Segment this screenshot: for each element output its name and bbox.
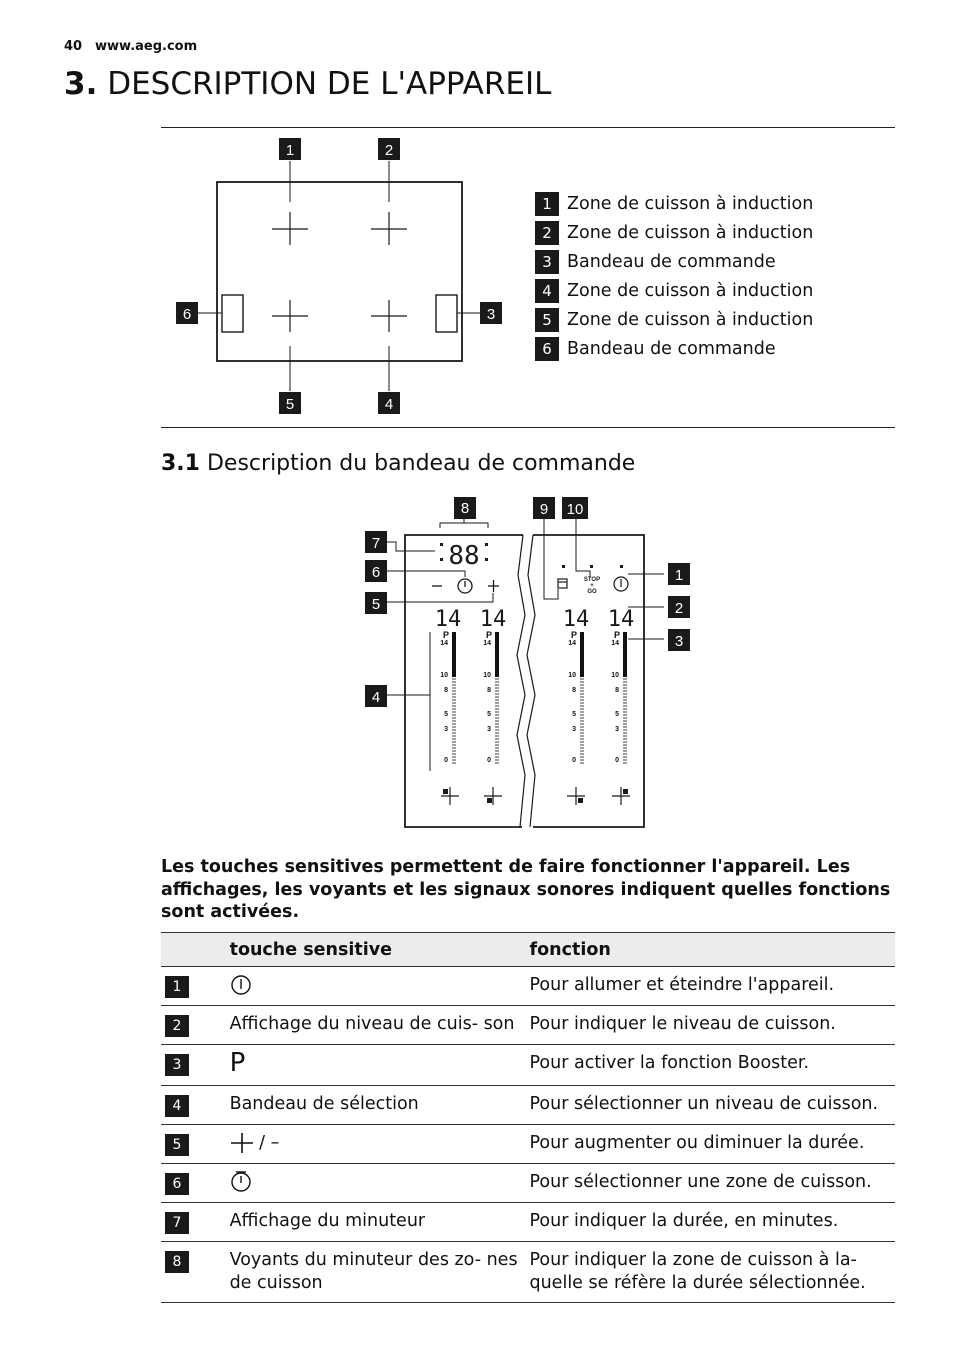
legend-number: 3 <box>535 250 559 274</box>
legend-number: 2 <box>535 221 559 245</box>
table-row <box>161 1045 895 1086</box>
timer-icon <box>230 1171 252 1193</box>
scale-label: 0 <box>444 757 448 764</box>
scale-bar <box>623 632 627 677</box>
power-icon <box>230 974 252 996</box>
svg-text:3: 3 <box>486 306 496 323</box>
row-key: Affichage du niveau de cuis- son <box>229 1014 515 1034</box>
scale-label: 5 <box>444 711 448 718</box>
svg-text:6: 6 <box>371 564 381 581</box>
scale-label: 14 <box>611 640 619 647</box>
subsection-number: 3.1 <box>161 451 200 476</box>
scale-label: 8 <box>487 687 491 694</box>
header-key: touche sensitive <box>229 939 393 960</box>
svg-text:4: 4 <box>384 396 394 413</box>
svg-text:5: 5 <box>285 396 295 413</box>
scale-label: 3 <box>444 726 448 733</box>
scale-label: 14 <box>483 640 491 647</box>
table-header-row <box>161 933 895 967</box>
zone-markers <box>441 787 630 805</box>
booster-label: P <box>570 630 578 640</box>
legend-number: 4 <box>535 279 559 303</box>
legend-number: 6 <box>535 337 559 361</box>
legend-item <box>535 250 776 274</box>
control-panel-right <box>436 295 457 332</box>
row-function: Pour sélectionner une zone de cuisson. <box>529 1172 872 1192</box>
section-title-text: DESCRIPTION DE L'APPAREIL <box>107 66 552 102</box>
svg-text:10: 10 <box>566 501 584 518</box>
section-title <box>64 66 551 102</box>
scale-label: 10 <box>483 672 491 679</box>
divider <box>161 127 895 128</box>
row-function: Pour allumer et éteindre l'appareil. <box>529 975 835 995</box>
row-number: 7 <box>165 1212 189 1234</box>
row-key: Voyants du minuteur des zo- nes de cuisson <box>229 1250 518 1293</box>
svg-text:6: 6 <box>182 306 192 323</box>
booster-label: P <box>613 630 621 640</box>
divider <box>161 427 895 428</box>
zone-display: 14 <box>562 607 590 632</box>
subsection-title-text: Description du bandeau de commande <box>206 451 636 476</box>
legend-label: Zone de cuisson à induction <box>567 194 814 214</box>
scale-label: 0 <box>487 757 491 764</box>
scale-label: 0 <box>572 757 576 764</box>
table-row <box>161 1006 895 1045</box>
legend-label: Bandeau de commande <box>567 252 776 272</box>
scale-label: 10 <box>611 672 619 679</box>
scale-bar <box>452 632 456 677</box>
power-level-scales <box>440 630 627 764</box>
legend-item <box>535 308 813 332</box>
legend-label: Zone de cuisson à induction <box>567 223 814 243</box>
table-row <box>161 1164 895 1203</box>
row-number: 1 <box>165 976 189 998</box>
svg-text:3: 3 <box>674 633 684 650</box>
row-number: 4 <box>165 1095 189 1117</box>
booster-label: P <box>485 630 493 640</box>
svg-text:9: 9 <box>539 501 549 518</box>
row-function: Pour indiquer le niveau de cuisson. <box>529 1014 836 1034</box>
scale-label: 10 <box>568 672 576 679</box>
control-panel-diagram <box>360 495 700 835</box>
break-line-left <box>517 535 525 827</box>
svg-text:5: 5 <box>371 596 381 613</box>
row-function: Pour indiquer la durée, en minutes. <box>529 1211 839 1231</box>
row-function: Pour augmenter ou diminuer la durée. <box>529 1133 865 1153</box>
scale-bar <box>580 632 584 677</box>
row-number: 2 <box>165 1015 189 1037</box>
row-function: Pour indiquer la zone de cuisson à la- quelle se réfère la durée sélectionnée. <box>529 1250 866 1293</box>
scale-label: 8 <box>572 687 576 694</box>
legend-item <box>535 279 813 303</box>
svg-text:1: 1 <box>285 142 295 159</box>
website-link[interactable]: www.aeg.com <box>95 39 198 54</box>
page-number: 40 <box>64 39 83 54</box>
timer-display: 88 <box>448 541 480 571</box>
table-row <box>161 1242 895 1303</box>
header-function: fonction <box>529 939 611 960</box>
controls-table <box>161 932 895 1303</box>
row-number: 5 <box>165 1134 189 1156</box>
svg-text:1: 1 <box>674 567 684 584</box>
legend-item <box>535 337 776 361</box>
break-line-right <box>527 535 535 827</box>
svg-text:2: 2 <box>674 600 684 617</box>
legend-number: 1 <box>535 192 559 216</box>
subsection-title <box>161 451 635 476</box>
row-function: Pour activer la fonction Booster. <box>529 1053 810 1073</box>
legend-label: Zone de cuisson à induction <box>567 310 814 330</box>
svg-text:7: 7 <box>371 535 381 552</box>
scale-label: 8 <box>444 687 448 694</box>
scale-label: 14 <box>440 640 448 647</box>
lock-icon <box>558 579 567 588</box>
scale-label: 14 <box>568 640 576 647</box>
booster-p-icon: P <box>229 1048 246 1078</box>
plus-icon <box>230 1132 254 1154</box>
row-key: Affichage du minuteur <box>229 1211 426 1231</box>
zone-display: 14 <box>434 607 462 632</box>
scale-label: 8 <box>615 687 619 694</box>
control-panel-left <box>222 295 243 332</box>
zone-markers <box>272 212 407 332</box>
row-key: Bandeau de sélection <box>229 1094 419 1114</box>
hob-outline <box>217 182 462 361</box>
scale-label: 5 <box>615 711 619 718</box>
row-number: 3 <box>165 1054 189 1076</box>
scale-label: 5 <box>572 711 576 718</box>
scale-label: 3 <box>615 726 619 733</box>
legend-label: Zone de cuisson à induction <box>567 281 814 301</box>
row-function: Pour sélectionner un niveau de cuisson. <box>529 1094 879 1114</box>
intro-paragraph: Les touches sensitives permettent de faire fonctionner l'appareil. Les affichages, les voyants et les signaux sonores indiquent quelles fonctions sont activées. <box>161 857 891 922</box>
scale-bar <box>495 632 499 677</box>
legend-number: 5 <box>535 308 559 332</box>
svg-text:STOP: STOP <box>583 577 601 583</box>
svg-text:GO: GO <box>587 589 597 595</box>
hob-diagram <box>160 130 520 420</box>
zone-display: 14 <box>479 607 507 632</box>
legend-item <box>535 221 813 245</box>
legend-item <box>535 192 813 216</box>
table-row <box>161 1125 895 1164</box>
scale-label: 3 <box>572 726 576 733</box>
table-row <box>161 967 895 1006</box>
legend-label: Bandeau de commande <box>567 339 776 359</box>
row-number: 6 <box>165 1173 189 1195</box>
scale-label: 0 <box>615 757 619 764</box>
table-row <box>161 1086 895 1125</box>
svg-text:+: + <box>590 583 594 589</box>
section-number: 3. <box>64 66 98 102</box>
svg-text:2: 2 <box>384 142 394 159</box>
scale-label: 10 <box>440 672 448 679</box>
svg-text:4: 4 <box>371 689 381 706</box>
stop-go-icon <box>584 577 600 595</box>
svg-text:8: 8 <box>460 500 470 517</box>
table-row <box>161 1203 895 1242</box>
header-number <box>161 933 230 967</box>
scale-label: 5 <box>487 711 491 718</box>
zone-display: 14 <box>607 607 635 632</box>
minus-icon: / – <box>259 1133 280 1153</box>
row-number: 8 <box>165 1251 189 1273</box>
scale-label: 3 <box>487 726 491 733</box>
booster-label: P <box>442 630 450 640</box>
